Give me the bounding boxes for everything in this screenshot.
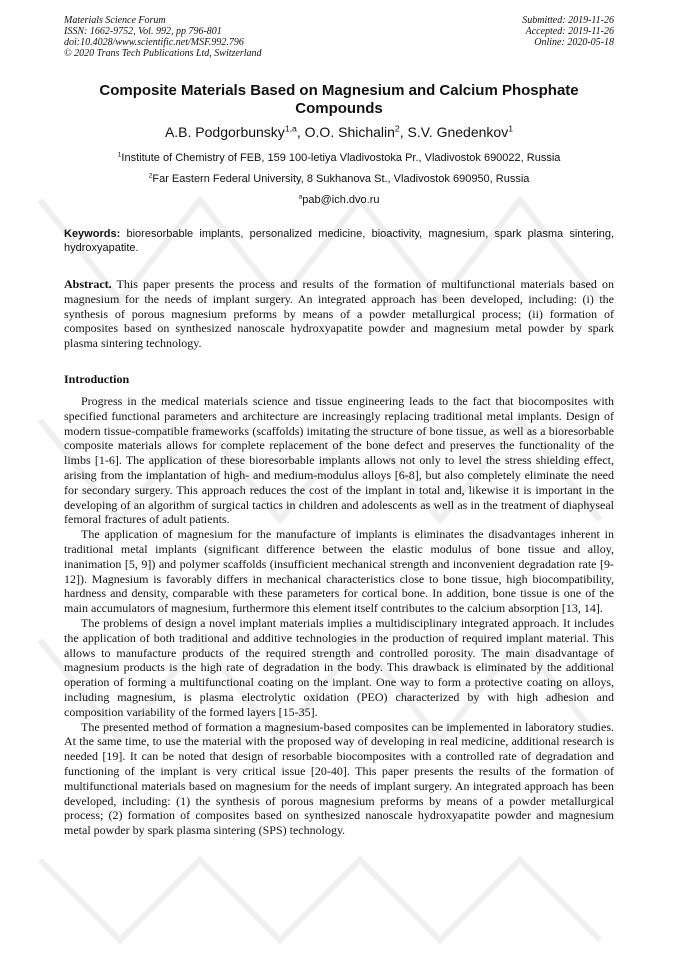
accepted-date: Accepted: 2019-11-26 bbox=[525, 26, 614, 37]
email-address: pab@ich.dvo.ru bbox=[302, 194, 380, 206]
author-affiliation-mark: 1 bbox=[508, 123, 514, 134]
keywords-text: bioresorbable implants, personalized medicine, bioactivity, magnesium, spark plasma sintering, hydroxyapatite. bbox=[64, 228, 614, 254]
author-name: O.O. Shichalin bbox=[304, 124, 395, 140]
affiliation-text: Far Eastern Federal University, 8 Sukhanova St., Vladivostok 690950, Russia bbox=[152, 173, 530, 185]
journal-copyright: © 2020 Trans Tech Publications Ltd, Switzerland bbox=[64, 48, 262, 59]
abstract-block bbox=[64, 277, 614, 351]
paper-title: Composite Materials Based on Magnesium and Calcium Phosphate Compounds bbox=[99, 82, 579, 117]
author-list bbox=[64, 124, 614, 141]
affiliation-mark: 2 bbox=[148, 172, 153, 180]
abstract-text: This paper presents the process and results of the formation of multifunctional materials based on magnesium for the needs of implant surgery. An integrated approach has been developed, including: (i) the synthesis of porous magnesium preforms by means of a powder metallurgical process; (ii) formation of composites based on synthesized nanoscale hydroxyapatite powder and magnesium metal powder by spark plasma sintering technology. bbox=[64, 277, 614, 351]
affiliation bbox=[64, 151, 614, 165]
paragraph: The presented method of formation a magnesium-based composites can be implemented in laboratory studies. At the same time, to use the material with the proposed way of developing in real medicine, additional research is needed [19]. It can be noted that design of resorbable biocomposites with a controlled rate of degradation and functioning of the implant is very critical issue [20-40]. This paper presents the results of the formation of multifunctional materials based on magnesium for the needs of implant surgery. An integrated approach has been developed, including: (1) the synthesis of porous magnesium preforms by means of a powder metallurgical process; (2) formation of composites based on synthesized nanoscale hydroxyapatite powder and magnesium metal powder by spark plasma sintering (SPS) technology. bbox=[64, 719, 614, 838]
contact-email bbox=[64, 193, 614, 207]
online-date: Online: 2020-05-18 bbox=[534, 37, 614, 48]
author-name: S.V. Gnedenkov bbox=[407, 124, 509, 140]
author-affiliation-mark: 2 bbox=[394, 123, 400, 134]
author-separator: , bbox=[296, 124, 305, 140]
journal-doi: doi:10.4028/www.scientific.net/MSF.992.796 bbox=[64, 37, 244, 48]
author-affiliation-mark: 1,a bbox=[284, 123, 297, 134]
email-mark: a bbox=[298, 193, 303, 201]
keywords-label: Keywords: bbox=[64, 228, 121, 240]
keywords-block bbox=[64, 228, 614, 255]
section-heading: Introduction bbox=[64, 372, 130, 386]
author-separator: , bbox=[399, 124, 408, 140]
journal-issn: ISSN: 1662-9752, Vol. 992, pp 796-801 bbox=[64, 26, 222, 37]
affiliation-mark: 1 bbox=[117, 151, 122, 159]
paragraph: Progress in the medical materials science and tissue engineering leads to the fact that biocomposites with specified functional parameters and architecture are increasingly replacing traditional metal implants. Design of modern tissue-compatible frameworks (scaffolds) imitating the structure of bone tissue, as well as a bioresorbable composite materials allows for complete replacement of the bone defect and preserves the functionality of the limbs [1-6]. The application of these bioresorbable implants allows not only to level the stress shielding effect, arising from the implantation of high- and medium-modulus alloys [6-8], but also completely eliminate the need for secondary surgery. This approach reduces the cost of the implant in total and, likewise it is important in the developing of an algorithm of surgical tactics in children and adolescents as well as in the treatment of diaphyseal femoral fractures of adult patients. bbox=[64, 394, 614, 527]
submission-dates bbox=[522, 15, 614, 48]
submitted-date: Submitted: 2019-11-26 bbox=[522, 15, 614, 26]
author-name: A.B. Podgorbunsky bbox=[164, 124, 285, 140]
paragraph: The problems of design a novel implant materials implies a multidisciplinary integrated approach. It includes the application of both traditional and additive technologies in the production of required implant material. This allows to manufacture products of the required strength and controlled porosity. The main disadvantage of magnesium products is the high rate of degradation in the body. This drawback is eliminated by the additional operation of forming a multifunctional coating on the implant. One way to form a protective coating on alloys, including magnesium, is plasma electrolytic oxidation (PEO) characterized by with high adhesion and composition variability of the formed layers [15-35]. bbox=[64, 615, 614, 719]
journal-info bbox=[64, 15, 262, 59]
journal-name: Materials Science Forum bbox=[64, 15, 166, 26]
paragraph: The application of magnesium for the manufacture of implants is eliminates the disadvantages inherent in traditional metal implants (significant difference between the elastic modulus of bone tissue and alloy, inanimation [5, 9]) and polymer scaffolds (insufficient mechanical strength and inconvenient degradation rate [9-12]). Magnesium is favorably differs in mechanical characteristics close to bone tissue, high biocompatibility, hardness and density, comparable with these parameters for cortical bone. In addition, bone tissue is one of the main accumulators of magnesium, furthermore this element itself contributes to the calcium absorption [13, 14]. bbox=[64, 527, 614, 616]
abstract-label: Abstract. bbox=[64, 277, 112, 291]
affiliation bbox=[64, 172, 614, 186]
affiliation-text: Institute of Chemistry of FEB, 159 100-letiya Vladivostoka Pr., Vladivostok 690022, Russia bbox=[121, 152, 561, 164]
introduction-body bbox=[64, 394, 614, 838]
